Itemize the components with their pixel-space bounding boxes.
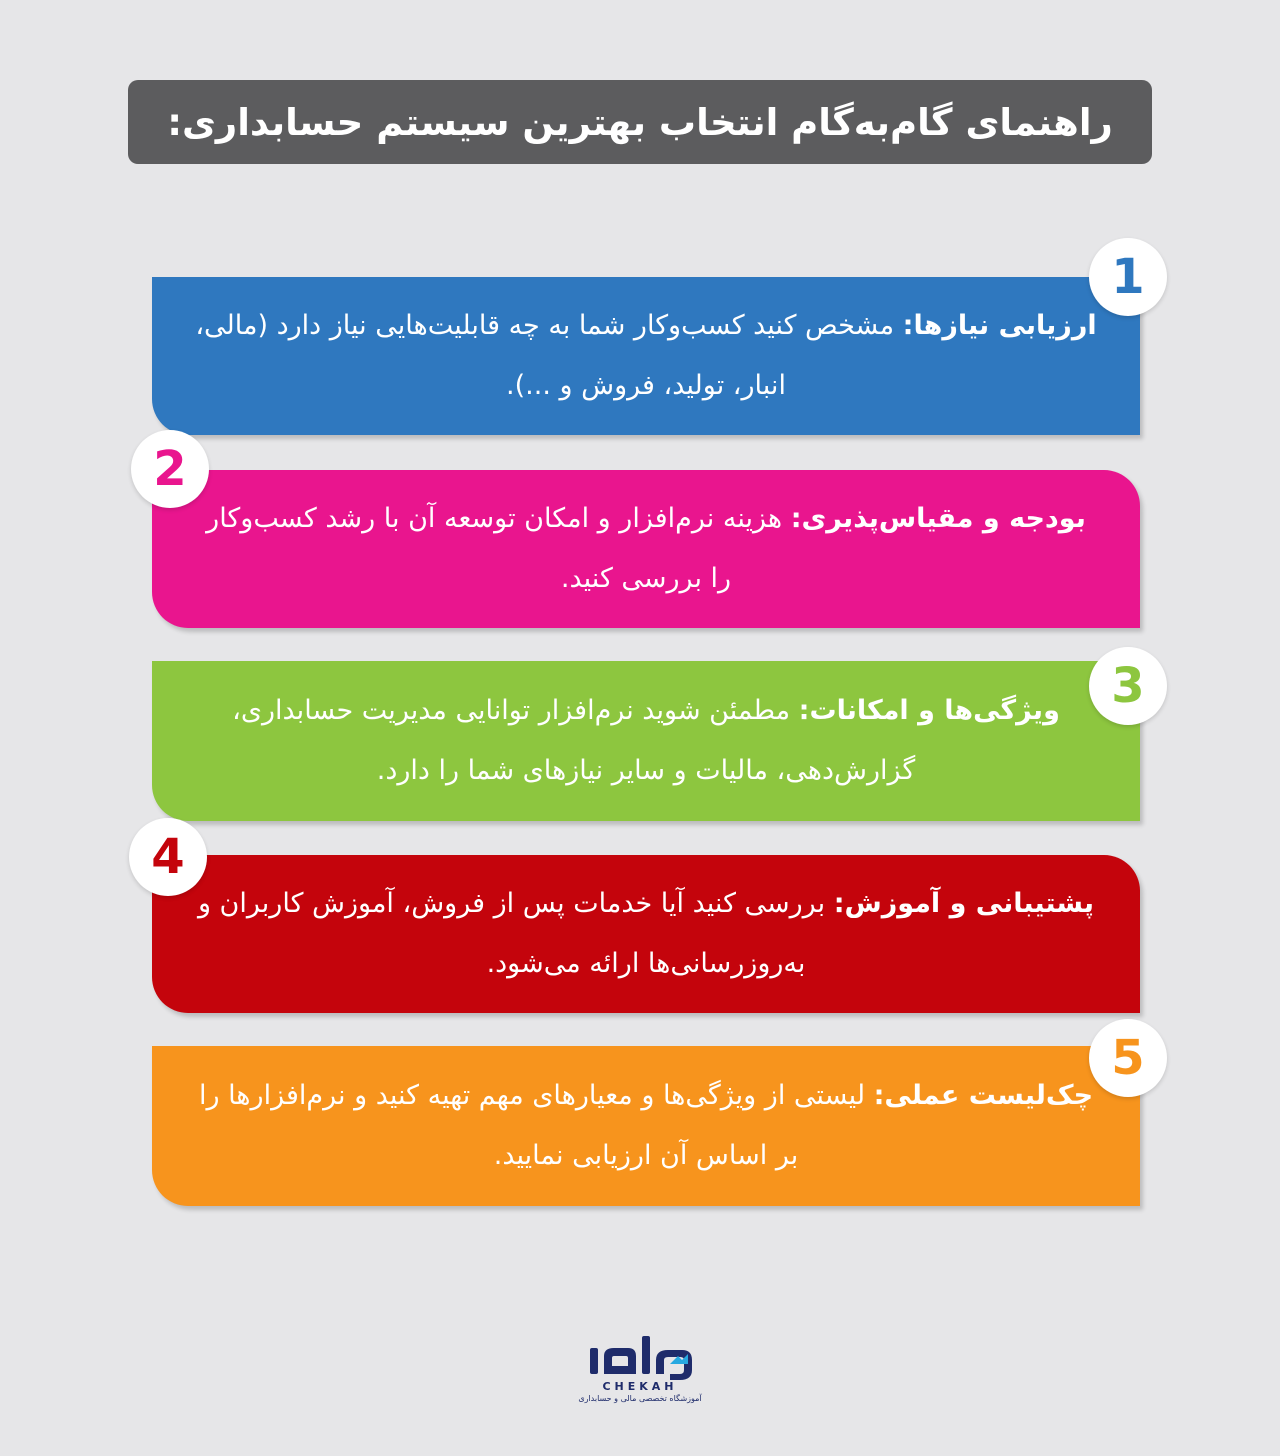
- logo-latin-text: CHEKAH: [602, 1380, 678, 1393]
- step-card-4: [152, 855, 1140, 1013]
- step-number-badge-5: 5: [1089, 1019, 1167, 1097]
- step-heading-3: ویژگی‌ها و امکانات:: [798, 695, 1060, 726]
- step-number-badge-2: 2: [131, 430, 209, 508]
- step-body-3: مطمئن شوید نرم‌افزار توانایی مدیریت حسابداری، گزارش‌دهی، مالیات و سایر نیازهای شما را دارد.: [232, 695, 916, 786]
- step-text-2: [192, 489, 1100, 609]
- step-number-badge-3: 3: [1089, 647, 1167, 725]
- step-body-5: لیستی از ویژگی‌ها و معیارهای مهم تهیه کنید و نرم‌افزارها را بر اساس آن ارزیابی نمایید.: [198, 1080, 874, 1171]
- step-heading-4: پشتیبانی و آموزش:: [833, 888, 1095, 919]
- step-body-1: مشخص کنید کسب‌وکار شما به چه قابلیت‌هایی نیاز دارد (مالی، انبار، تولید، فروش و ...).: [195, 310, 903, 401]
- step-number-badge-4: 4: [129, 818, 207, 896]
- logo-tagline: آموزشگاه تخصصی مالی و حسابداری: [578, 1394, 702, 1403]
- step-card-1: [152, 277, 1140, 435]
- step-body-2: هزینه نرم‌افزار و امکان توسعه آن با رشد کسب‌وکار را بررسی کنید.: [206, 503, 791, 594]
- page-title: راهنمای گام‌به‌گام انتخاب بهترین سیستم حسابداری:: [167, 100, 1113, 144]
- page-title-bar: [128, 80, 1152, 164]
- step-text-3: [192, 681, 1100, 801]
- step-heading-1: ارزیابی نیازها:: [902, 310, 1097, 341]
- step-heading-5: چک‌لیست عملی:: [873, 1080, 1094, 1111]
- step-body-4: بررسی کنید آیا خدمات پس از فروش، آموزش کاربران و به‌روزرسانی‌ها ارائه می‌شود.: [197, 888, 834, 979]
- step-card-3: [152, 661, 1140, 821]
- chekah-logo-mark: [570, 1330, 710, 1382]
- step-card-2: [152, 470, 1140, 628]
- step-heading-2: بودجه و مقیاس‌پذیری:: [790, 503, 1086, 534]
- step-text-4: [192, 874, 1100, 994]
- step-text-5: [192, 1066, 1100, 1186]
- brand-logo: [560, 1330, 720, 1410]
- step-number-badge-1: 1: [1089, 238, 1167, 316]
- step-text-1: [192, 296, 1100, 416]
- step-card-5: [152, 1046, 1140, 1206]
